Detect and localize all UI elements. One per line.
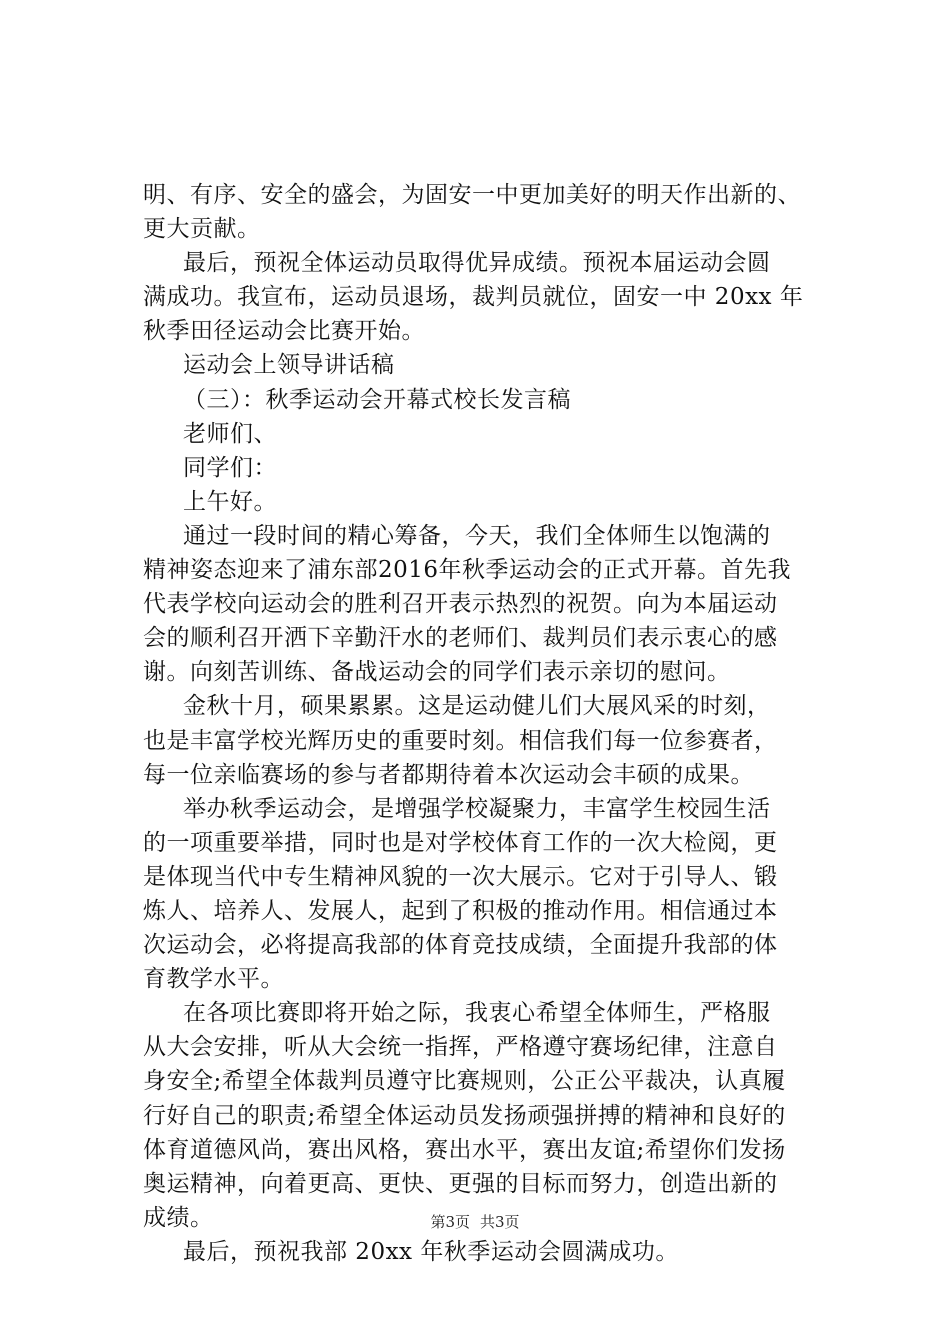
text-line: 代表学校向运动会的胜利召开表示热烈的祝贺。向为本届运动	[143, 591, 778, 618]
salutation-line: 老师们、	[183, 420, 277, 447]
page-number: 第3页	[430, 1213, 470, 1231]
text-line: 明、有序、安全的盛会，为固安一中更加美好的明天作出新的、	[143, 182, 801, 208]
text-line: 最后，预祝全体运动员取得优异成绩。预祝本届运动会圆	[183, 250, 771, 277]
text-line: 谢。向刻苦训练、备战运动会的同学们表示亲切的慰问。	[143, 659, 731, 686]
text-line: 举办秋季运动会，是增强学校凝聚力，丰富学生校园生活	[183, 795, 771, 822]
text-line: 是体现当代中专生精神风貌的一次大展示。它对于引导人、锻	[143, 863, 778, 890]
text-line: 从大会安排，听从大会统一指挥，严格遵守赛场纪律，注意自	[143, 1034, 778, 1061]
text-line: 行好自己的职责;希望全体运动员发扬顽强拼搏的精神和良好的	[143, 1102, 786, 1129]
text-line: 更大贡献。	[143, 216, 261, 243]
greeting-line: 上午好。	[183, 488, 277, 515]
text-line: 身安全;希望全体裁判员遵守比赛规则，公正公平裁决，认真履	[143, 1068, 786, 1095]
section-subheading: （三）：秋季运动会开幕式校长发言稿	[183, 386, 571, 413]
salutation-line: 同学们：	[183, 454, 277, 481]
text-line: 会的顺利召开洒下辛勤汗水的老师们、裁判员们表示衷心的感	[143, 625, 778, 652]
text-line: 通过一段时间的精心筹备，今天，我们全体师生以饱满的	[183, 522, 771, 549]
text-line: 每一位亲临赛场的参与者都期待着本次运动会丰硕的成果。	[143, 761, 754, 788]
page-footer	[0, 1212, 950, 1232]
page-total: 共3页	[480, 1213, 520, 1231]
text-line: 奥运精神，向着更高、更快、更强的目标而努力，创造出新的	[143, 1170, 778, 1197]
text-line: 满成功。我宣布，运动员退场，裁判员就位，固安一中 20xx 年	[143, 284, 804, 311]
text-line: 秋季田径运动会比赛开始。	[143, 318, 425, 345]
document-body	[143, 178, 823, 1269]
text-line: 也是丰富学校光辉历史的重要时刻。相信我们每一位参赛者，	[143, 727, 778, 754]
text-line: 最后，预祝我部 20xx 年秋季运动会圆满成功。	[183, 1238, 679, 1265]
text-line: 在各项比赛即将开始之际，我衷心希望全体师生，严格服	[183, 1000, 771, 1027]
text-line: 炼人、培养人、发展人，起到了积极的推动作用。相信通过本	[143, 897, 778, 924]
text-line: 育教学水平。	[143, 966, 284, 993]
text-line: 金秋十月，硕果累累。这是运动健儿们大展风采的时刻，	[183, 693, 771, 720]
section-heading: 运动会上领导讲话稿	[183, 352, 395, 379]
text-line: 体育道德风尚，赛出风格，赛出水平，赛出友谊;希望你们发扬	[143, 1136, 786, 1163]
text-line: 次运动会，必将提高我部的体育竞技成绩，全面提升我部的体	[143, 932, 778, 959]
text-line: 的一项重要举措，同时也是对学校体育工作的一次大检阅，更	[143, 829, 778, 856]
text-line: 精神姿态迎来了浦东部2016年秋季运动会的正式开幕。首先我	[143, 557, 792, 584]
text-line: 成绩。	[143, 1204, 214, 1231]
